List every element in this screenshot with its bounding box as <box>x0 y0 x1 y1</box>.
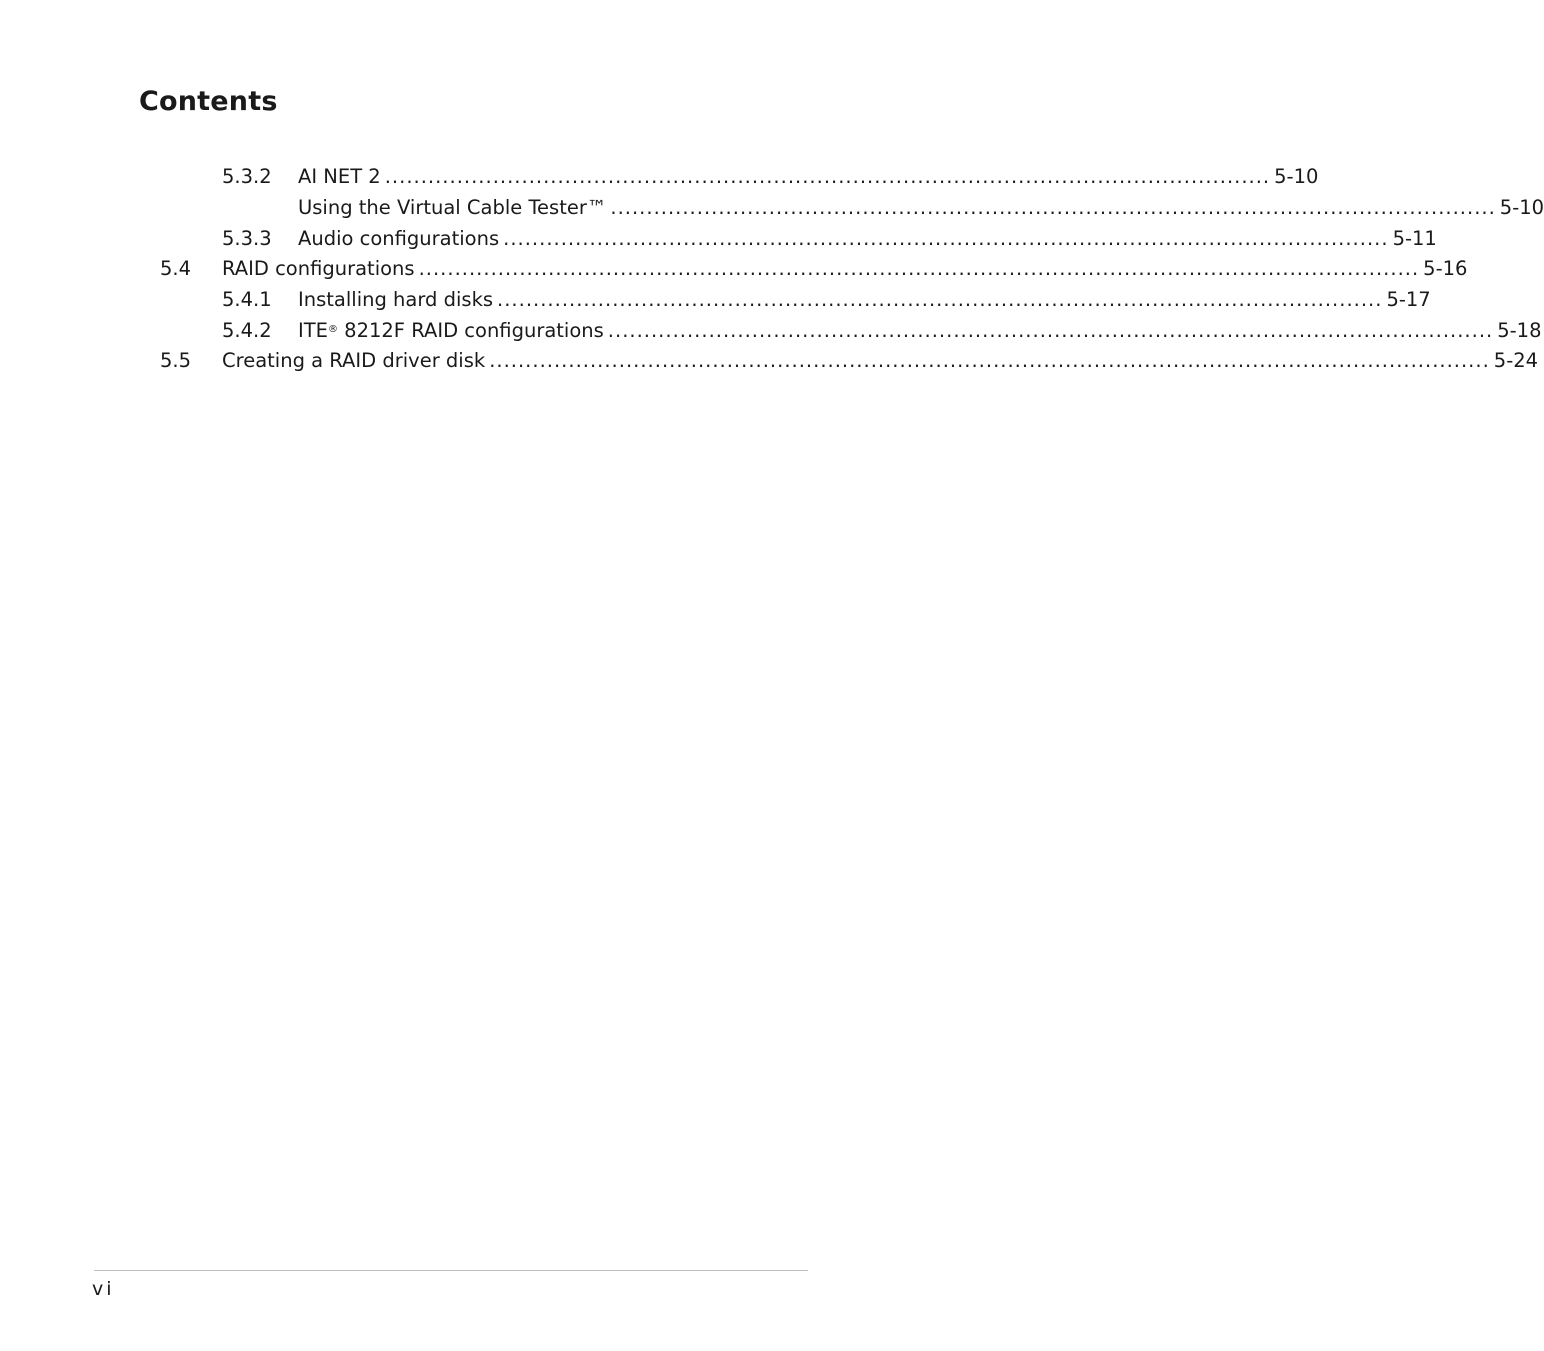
toc-entry-text <box>298 163 1319 191</box>
toc-entry[interactable] <box>0 163 1319 191</box>
toc-entry-page: 5-17 <box>1386 288 1431 311</box>
toc-leader-dots: ........................................................................................................................... <box>607 319 1494 342</box>
toc-entry-page: 5-24 <box>1493 349 1539 372</box>
toc-entry-title: Using the Virtual Cable Tester™ <box>298 196 607 219</box>
toc-entry-page: 5-16 <box>1423 257 1468 280</box>
toc-leader-dots: ........................................................................................................................... <box>497 288 1383 311</box>
toc-entry[interactable] <box>0 194 1544 222</box>
toc-entry-page: 5-10 <box>1274 165 1319 188</box>
toc-entry-text <box>298 225 1437 253</box>
toc-entry-title: RAID configurations <box>222 257 415 280</box>
toc-leader-dots: ........................................................................................................................... <box>503 227 1389 250</box>
toc-entry-number: 5.4 <box>160 257 192 280</box>
toc-leader-dots: ........................................................................................................................... <box>610 196 1496 219</box>
footer-page-number: vi <box>92 1278 115 1300</box>
toc-entry-text <box>222 255 1468 283</box>
toc-entry[interactable] <box>0 255 1468 283</box>
toc-entry-title: AI NET 2 <box>298 165 381 188</box>
footer-divider <box>94 1270 808 1271</box>
toc-entry-title-main: ITE <box>298 319 328 342</box>
toc-entry-number: 5.3.3 <box>222 227 272 250</box>
toc-entry-text <box>222 347 1539 375</box>
toc-entry[interactable] <box>0 225 1437 253</box>
toc-leader-dots: ........................................................................................................................... <box>384 165 1271 188</box>
toc-entry-number: 5.5 <box>160 349 192 372</box>
toc-entry-title-rest: 8212F RAID configurations <box>337 319 604 342</box>
toc-entry-text <box>298 317 1542 345</box>
toc-entry-number: 5.4.2 <box>222 319 272 342</box>
toc-entry[interactable] <box>0 347 1539 375</box>
toc-leader-dots: ........................................................................................................................................... <box>489 349 1490 372</box>
toc-entry[interactable] <box>0 317 1542 345</box>
toc-entry-page: 5-18 <box>1497 319 1542 342</box>
toc-entry-text <box>298 194 1544 222</box>
toc-entry-title <box>298 317 604 345</box>
page-title: Contents <box>139 86 278 117</box>
toc-entry-number: 5.4.1 <box>222 288 272 311</box>
toc-entry-page: 5-11 <box>1392 227 1437 250</box>
toc-entry-title: Creating a RAID driver disk <box>222 349 486 372</box>
toc-entry-number: 5.3.2 <box>222 165 272 188</box>
toc-leader-dots: ........................................................................................................................................... <box>418 257 1420 280</box>
toc-entry-text <box>298 286 1431 314</box>
toc-entry-title: Installing hard disks <box>298 288 494 311</box>
registered-mark: ® <box>327 324 338 335</box>
toc-entry-page: 5-10 <box>1499 196 1544 219</box>
toc-entry[interactable] <box>0 286 1431 314</box>
toc-entry-title: Audio configurations <box>298 227 500 250</box>
